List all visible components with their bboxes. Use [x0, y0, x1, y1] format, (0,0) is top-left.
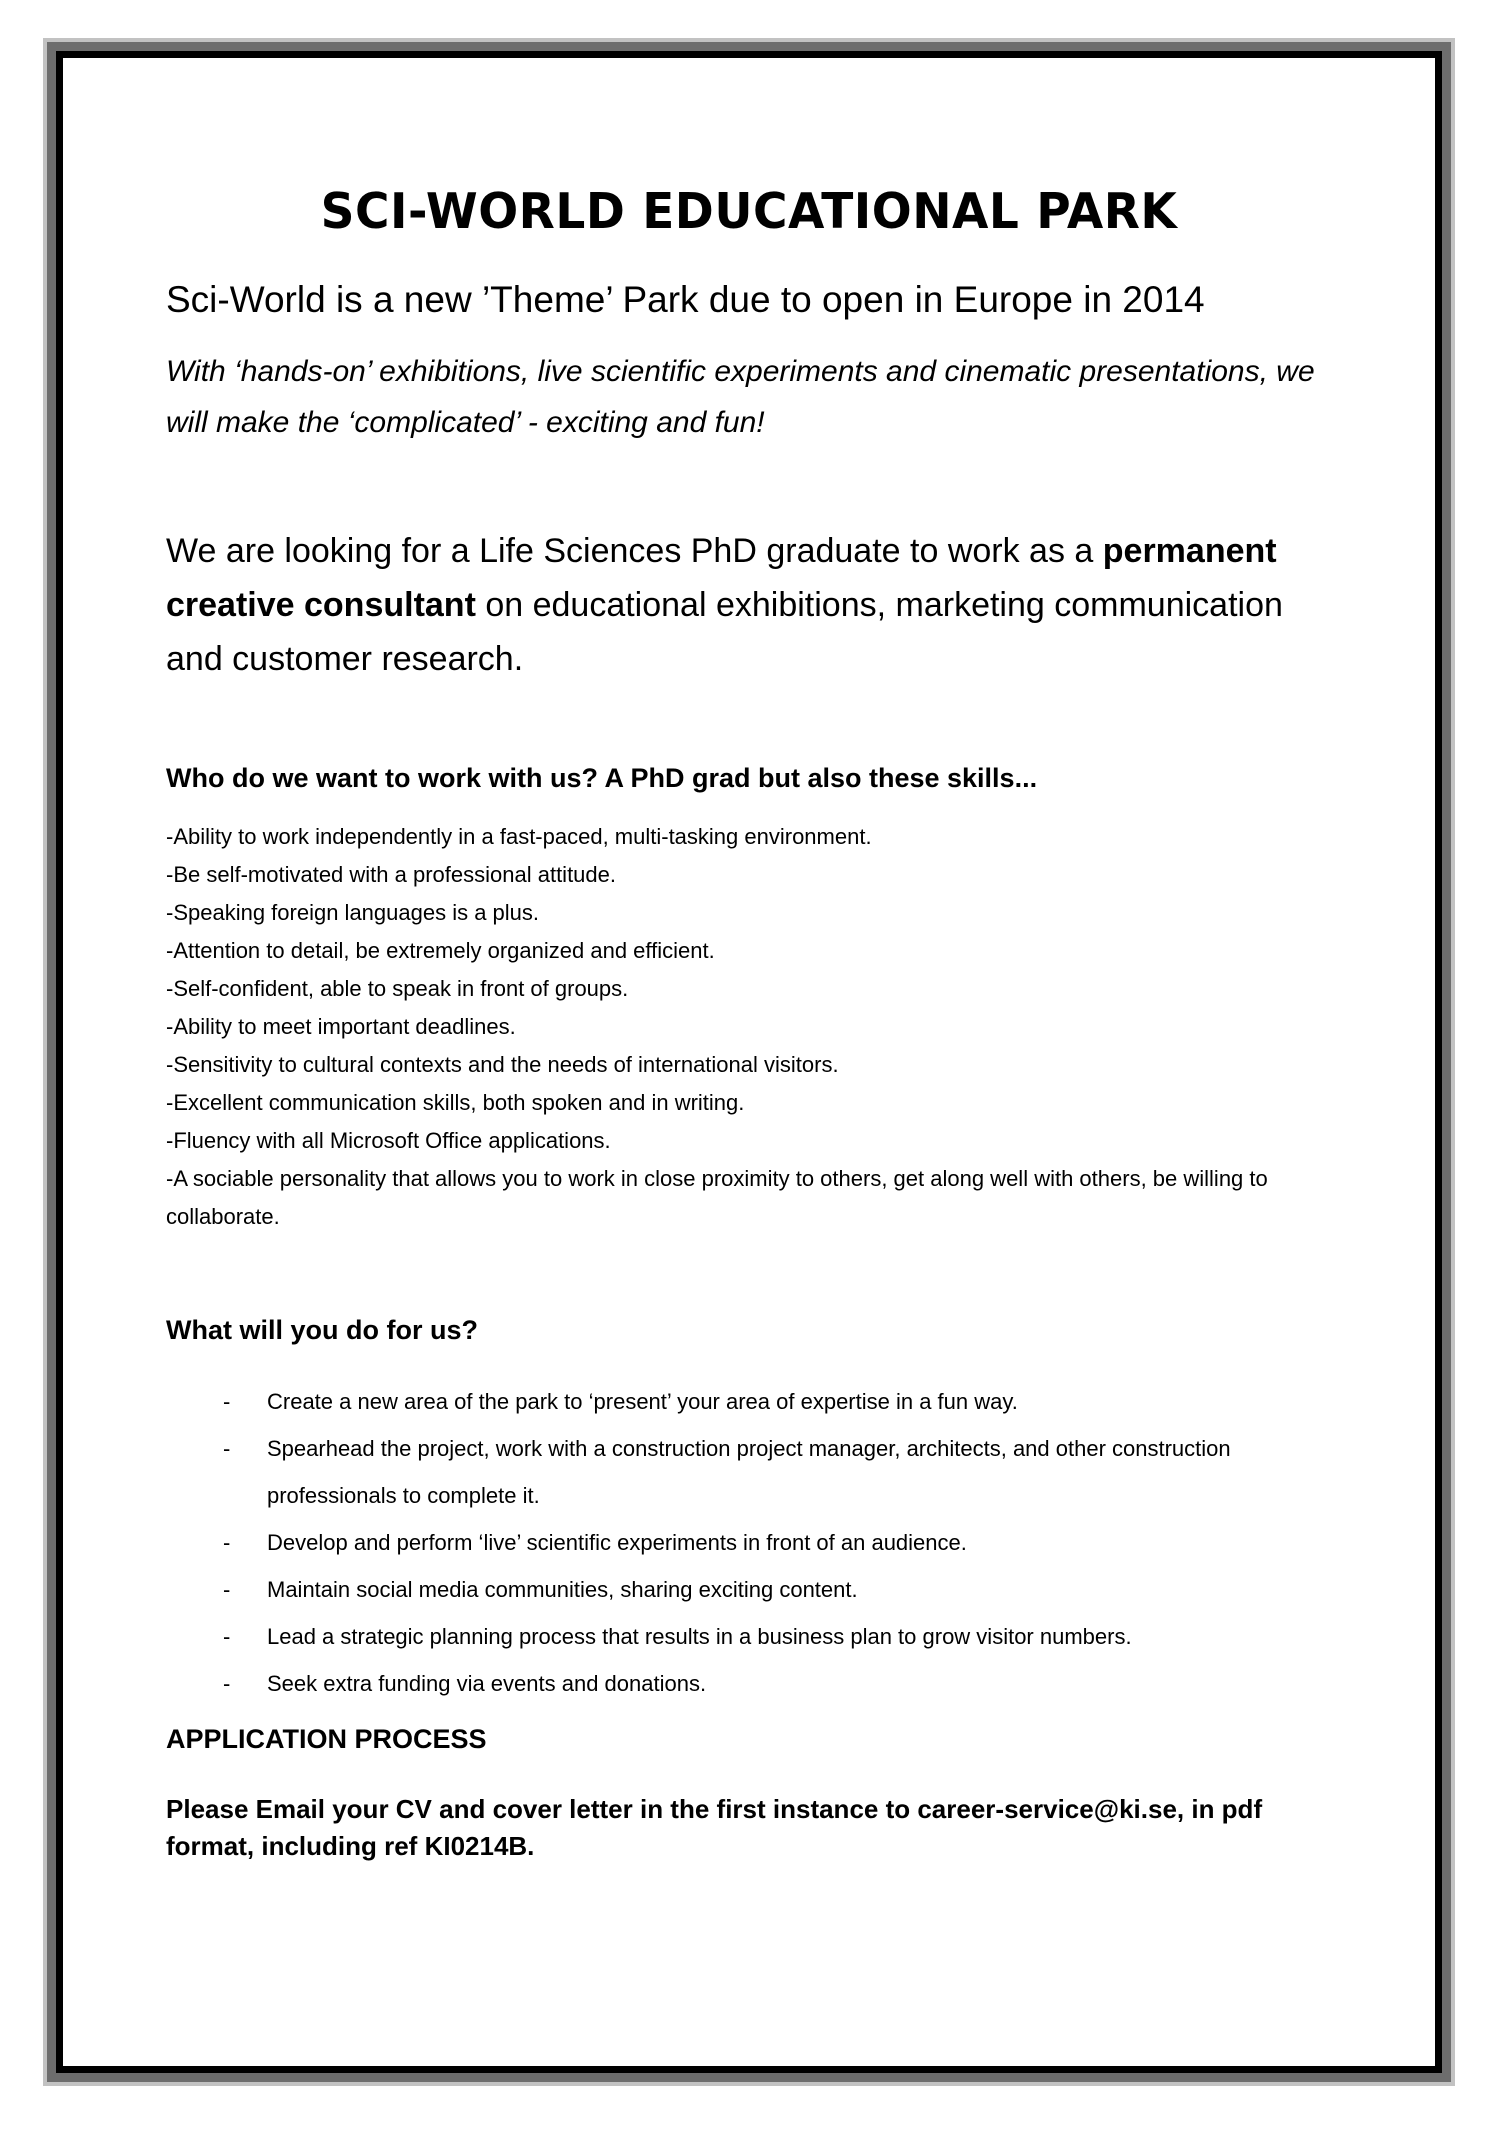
- skills-list-item: -Be self-motivated with a professional attitude.: [166, 862, 617, 888]
- tagline: With ‘hands-on’ exhibitions, live scientific experiments and cinematic presentations, we will make the ‘complicated’ - exciting and fun!: [166, 355, 1315, 440]
- skills-list-item: -Fluency with all Microsoft Office applications.: [166, 1128, 611, 1154]
- duty-text: Spearhead the project, work with a construction project manager, architects, and other construction professionals to complete it.: [267, 1436, 1231, 1509]
- duties-list-item: [166, 1660, 1332, 1707]
- bullet-dash: -: [223, 1389, 231, 1415]
- duties-list-item: [166, 1378, 1332, 1425]
- skills-list-item: -Self-confident, able to speak in front of groups.: [166, 976, 629, 1002]
- application-heading: APPLICATION PROCESS: [166, 1724, 487, 1755]
- skills-list: [166, 818, 1276, 1236]
- subtitle: Sci-World is a new ’Theme’ Park due to open in Europe in 2014: [166, 278, 1205, 320]
- skills-list-item: -Sensitivity to cultural contexts and the needs of international visitors.: [166, 1052, 839, 1078]
- document-frame-inner: [47, 42, 1451, 2082]
- intro-paragraph: [166, 524, 1332, 686]
- document-frame: [43, 38, 1455, 2086]
- skills-list-item: -A sociable personality that allows you to work in close proximity to others, get along well with others, be willing to collaborate.: [166, 1166, 1268, 1230]
- skills-list-item: -Excellent communication skills, both spoken and in writing.: [166, 1090, 745, 1116]
- skills-list-item: -Ability to work independently in a fast-paced, multi-tasking environment.: [166, 824, 872, 850]
- duties-list-item: [166, 1566, 1332, 1613]
- intro-text-before: We are looking for a Life Sciences PhD graduate to work as a: [166, 532, 1103, 571]
- duties-heading: What will you do for us?: [166, 1315, 478, 1346]
- intro-bold-text: permanent creative consultant: [166, 532, 1277, 625]
- bullet-dash: -: [223, 1671, 231, 1697]
- duty-text: Lead a strategic planning process that results in a business plan to grow visitor numbers.: [267, 1624, 1132, 1650]
- duties-list-item: [166, 1425, 1332, 1519]
- bullet-dash: -: [223, 1624, 231, 1650]
- duty-text: Create a new area of the park to ‘present’ your area of expertise in a fun way.: [267, 1389, 1018, 1415]
- duty-text: Seek extra funding via events and donations.: [267, 1671, 707, 1697]
- bullet-dash: -: [223, 1577, 231, 1603]
- document-page: [56, 51, 1442, 2073]
- skills-list-item: -Ability to meet important deadlines.: [166, 1014, 516, 1040]
- bullet-dash: -: [223, 1530, 231, 1556]
- skills-heading: Who do we want to work with us? A PhD grad but also these skills...: [166, 763, 1038, 794]
- duties-list-item: [166, 1519, 1332, 1566]
- page-title: SCI-WORLD EDUCATIONAL PARK: [320, 182, 1178, 241]
- skills-list-item: -Attention to detail, be extremely organized and efficient.: [166, 938, 715, 964]
- duties-list: [166, 1378, 1332, 1707]
- duty-text: Maintain social media communities, sharing exciting content.: [267, 1577, 858, 1603]
- skills-list-item: -Speaking foreign languages is a plus.: [166, 900, 540, 926]
- duties-list-item: [166, 1613, 1332, 1660]
- bullet-dash: -: [223, 1436, 231, 1462]
- application-instructions: Please Email your CV and cover letter in the first instance to career-service@ki.se, in pdf format, including ref KI0214B.: [166, 1794, 1263, 1862]
- duty-text: Develop and perform ‘live’ scientific experiments in front of an audience.: [267, 1530, 967, 1556]
- intro-text-after: on educational exhibitions, marketing communication and customer research.: [166, 586, 1283, 679]
